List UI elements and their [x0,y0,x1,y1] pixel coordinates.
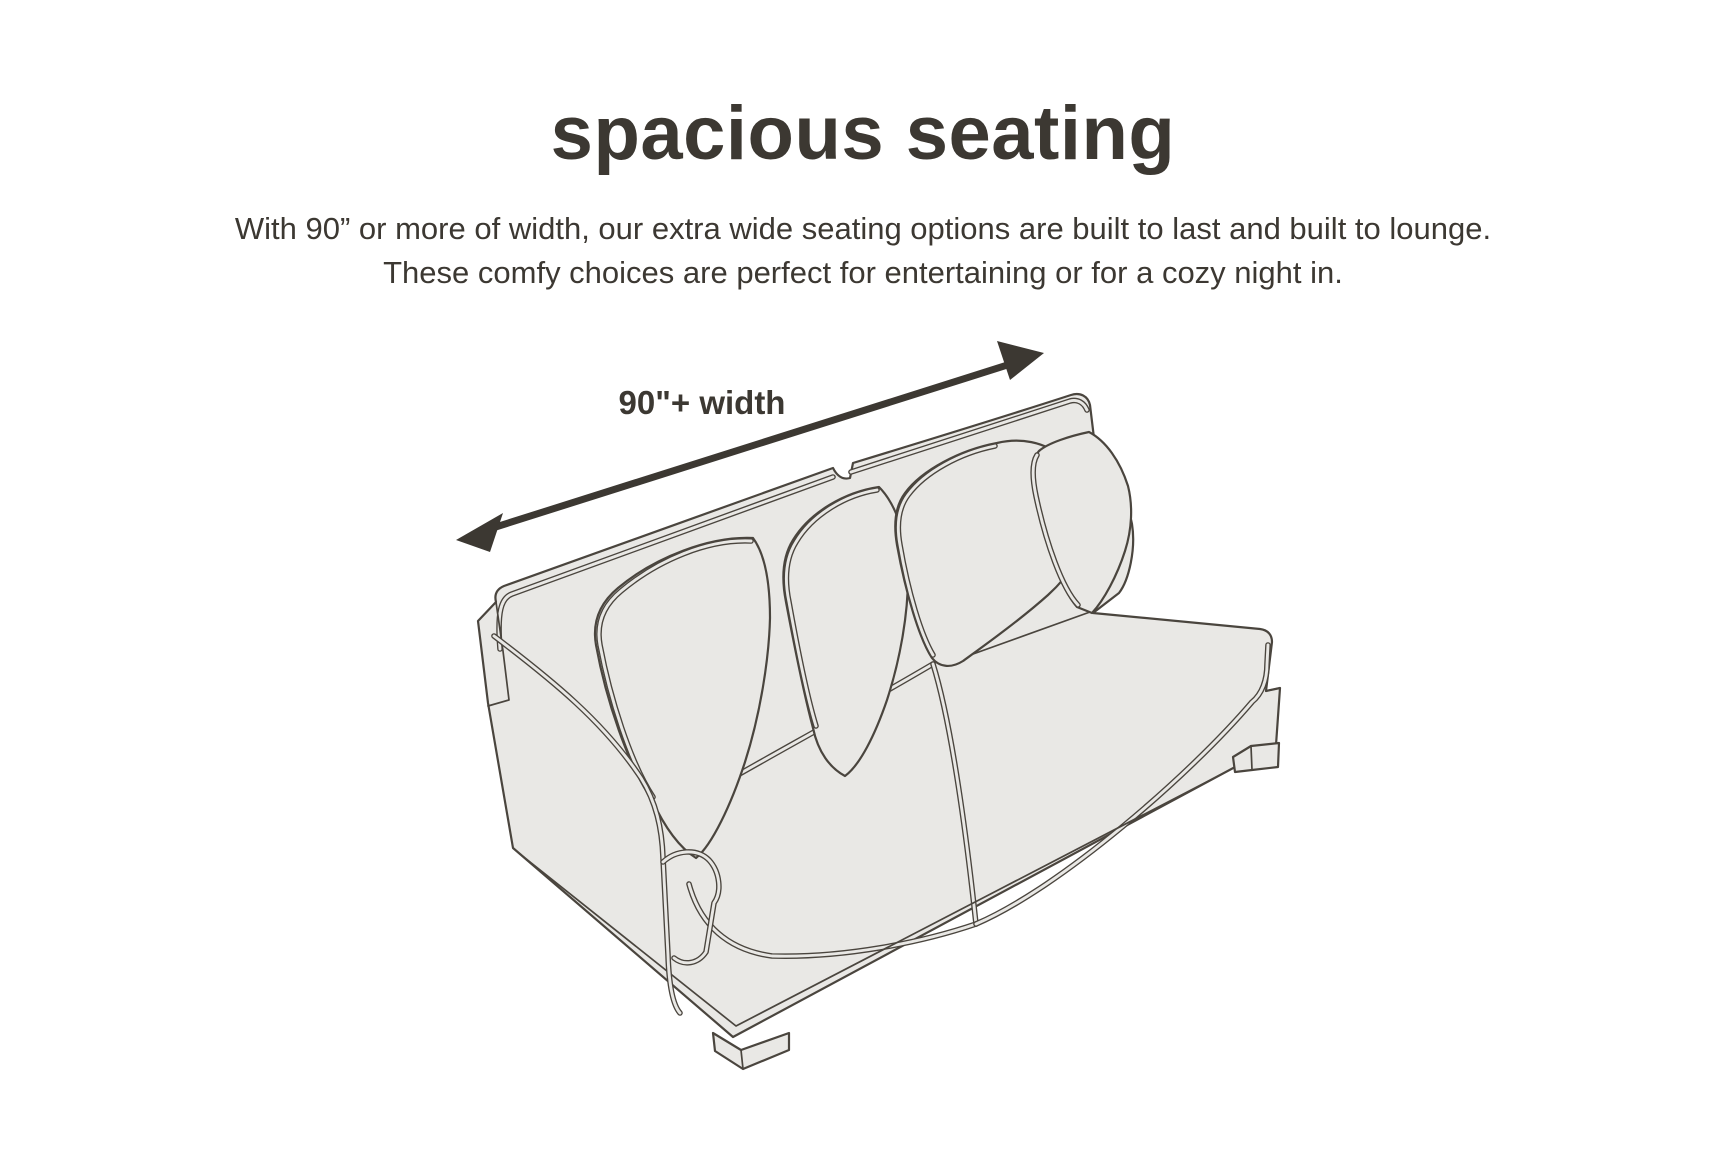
sofa-diagram [380,300,1290,1100]
description-text [0,207,1726,295]
dimension-label: 90"+ width [618,384,786,421]
page-title: spacious seating [550,91,1176,176]
sofa-foot-front [713,1033,789,1069]
description-line-2: These comfy choices are perfect for entertaining or for a cozy night in. [383,255,1343,290]
description-line-1: With 90” or more of width, our extra wide seating options are built to last and built to lounge. [234,211,1492,246]
